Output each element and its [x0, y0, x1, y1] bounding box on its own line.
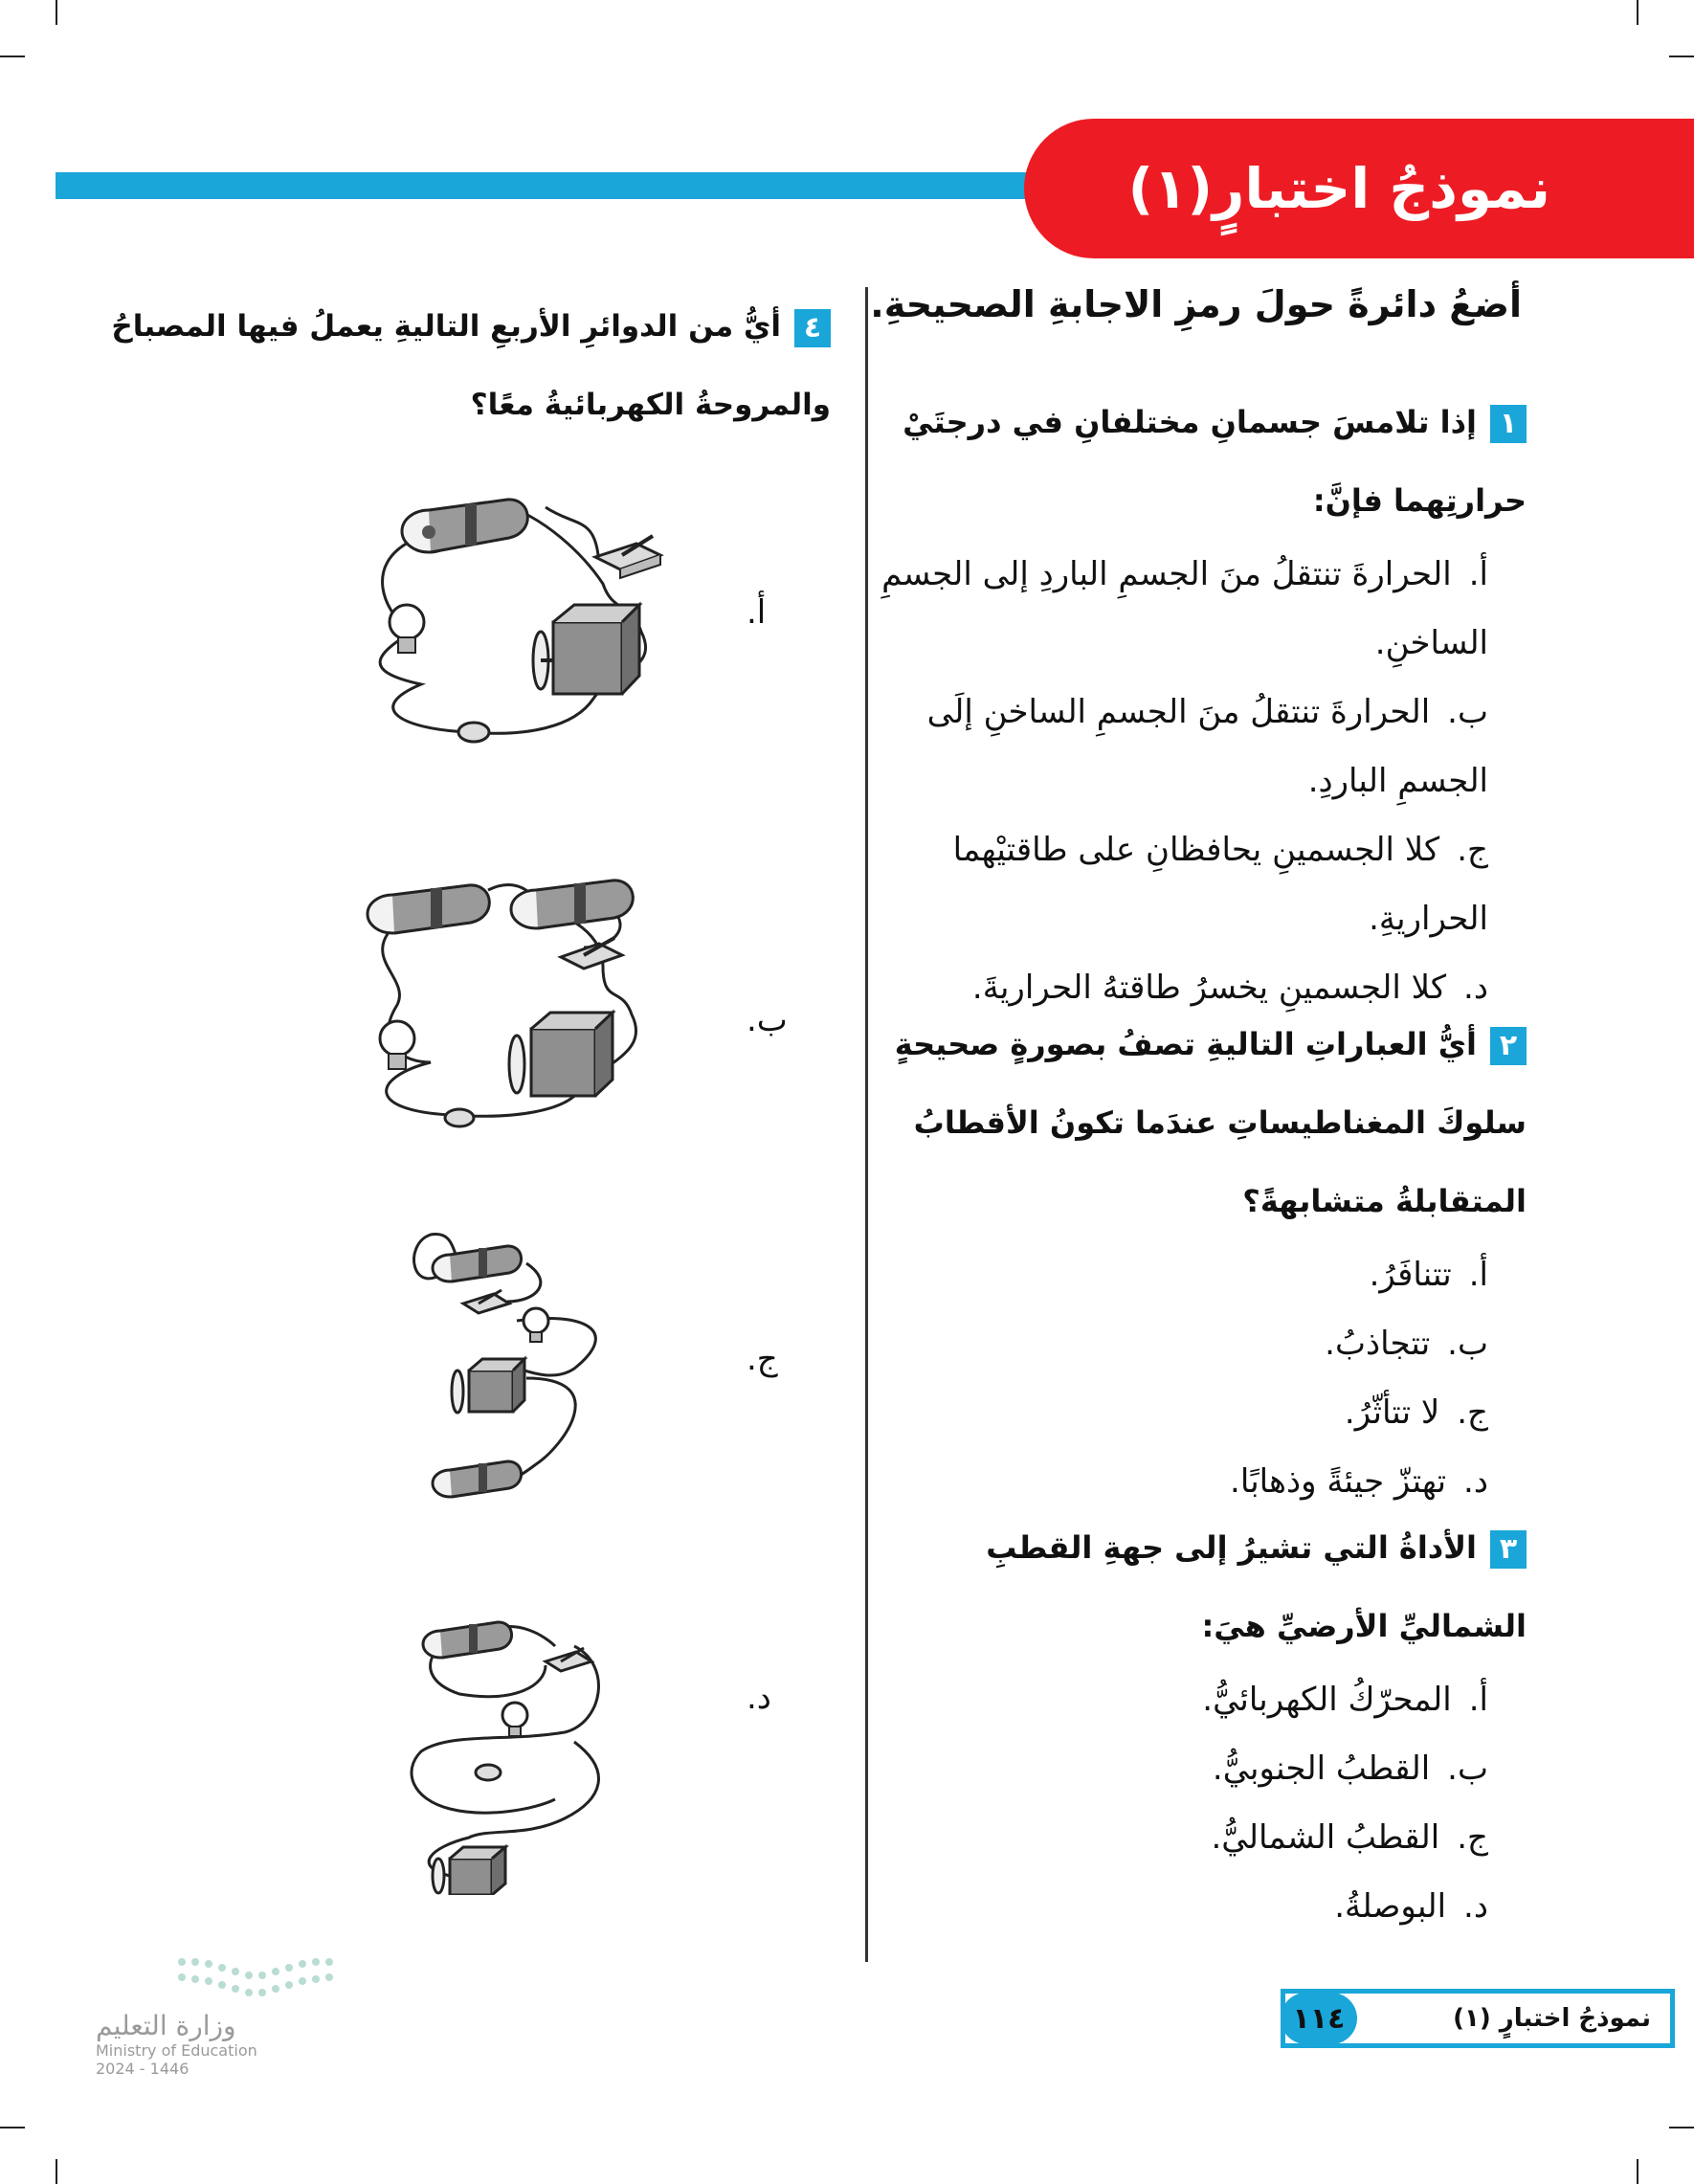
ministry-year: 2024 - 1446	[96, 2060, 189, 2078]
question-number: ٤	[794, 309, 831, 347]
crop-mark	[56, 0, 57, 25]
question-number: ٢	[1490, 1027, 1527, 1065]
fan-motor-icon	[433, 1847, 505, 1895]
page-title: نموذجُ اختبارٍ(١)	[1127, 156, 1550, 221]
light-bulb-icon	[380, 1021, 414, 1069]
answer-option[interactable]: ب.تتجاذبُ.	[1325, 1325, 1488, 1363]
fan-motor-icon	[509, 1013, 613, 1096]
bulb-holder-icon	[445, 1109, 474, 1126]
light-bulb-icon	[502, 1703, 527, 1736]
crop-mark	[0, 56, 25, 57]
crop-mark	[56, 2159, 57, 2184]
circuit-diagram-c	[402, 1225, 632, 1512]
fan-motor-icon	[533, 605, 639, 694]
crop-mark	[1637, 0, 1638, 25]
question-3	[857, 1508, 1527, 1941]
answer-option[interactable]: د.كلا الجسمينِ يخسرُ طاقتهُ الحراريةَ.	[971, 969, 1488, 1007]
answer-option-letter[interactable]: ب.	[747, 1001, 788, 1039]
battery-icon	[368, 885, 489, 933]
question-number: ٣	[1490, 1530, 1527, 1569]
answer-option[interactable]: ب.الحرارةَ تنتقلُ منَ الجسمِ الساخنِ إلَى الجسمِ الباردِ.	[926, 693, 1488, 800]
fan-motor-icon	[452, 1359, 524, 1413]
question-stem: ٢أيُّ العباراتِ التاليةِ تصفُ بصورةٍ صحيحةٍ سلوكَ المغناطيساتِ عندَما تكونُ الأقطابُ المتقابلةُ متشابهةً؟	[894, 1026, 1527, 1219]
bulb-holder-icon	[458, 723, 489, 742]
circuit-diagram-b	[345, 852, 689, 1139]
question-1	[857, 383, 1527, 1022]
battery-icon	[402, 500, 527, 552]
switch-icon	[463, 1290, 509, 1313]
ministry-name-en: Ministry of Education	[96, 2041, 257, 2060]
crop-mark	[0, 2127, 25, 2128]
battery-icon	[433, 1461, 522, 1497]
crop-mark	[1637, 2159, 1638, 2184]
answer-option-letter[interactable]: ج.	[747, 1340, 778, 1378]
ministry-emblem-icon	[172, 1952, 345, 2010]
battery-icon	[511, 880, 633, 928]
question-4	[103, 287, 831, 444]
crop-mark	[1669, 56, 1694, 57]
page-number: ١١٤	[1281, 1993, 1357, 2044]
circuit-diagram-d	[392, 1608, 632, 1895]
switch-icon	[561, 938, 622, 969]
answer-option[interactable]: د.البوصلةُ.	[1334, 1887, 1488, 1926]
ministry-name-ar: وزارة التعليم	[96, 2010, 236, 2041]
answer-option[interactable]: أ.المحرّكُ الكهربائيُّ.	[1202, 1681, 1488, 1719]
instruction-text: أضعُ دائرةً حولَ رمزِ الاجابةِ الصحيحةِ.	[870, 283, 1522, 325]
battery-icon	[433, 1246, 522, 1281]
question-number: ١	[1490, 405, 1527, 443]
question-2	[857, 1005, 1527, 1516]
header-accent-bar	[56, 172, 1070, 199]
answer-option[interactable]: ج.لا تتأثّرُ.	[1344, 1393, 1488, 1432]
bulb-holder-icon	[476, 1765, 501, 1780]
light-bulb-icon	[524, 1308, 548, 1342]
light-bulb-icon	[390, 605, 424, 653]
answer-option-letter[interactable]: أ.	[747, 593, 767, 632]
question-stem: ٣الأداةُ التي تشيرُ إلى جهةِ القطبِ الشماليِّ الأرضيِّ هيَ:	[986, 1529, 1527, 1644]
crop-mark	[1669, 2127, 1694, 2128]
answer-option[interactable]: ج.القطبُ الشماليُّ.	[1211, 1818, 1488, 1857]
answer-option-letter[interactable]: د.	[747, 1679, 771, 1717]
battery-icon	[423, 1622, 512, 1658]
answer-option[interactable]: ج.كلا الجسمينِ يحافظانِ على طاقتيْهما الحراريةِ.	[952, 831, 1488, 938]
ministry-logo	[96, 1952, 364, 2078]
question-stem: ١إذا تلامسَ جسمانِ مختلفانِ في درجتَيْ حرارتِهما فإنَّ:	[903, 404, 1527, 519]
answer-option[interactable]: د.تهتزّ جيئةً وذهابًا.	[1230, 1462, 1488, 1501]
question-stem: ٤أيُّ من الدوائرِ الأربعِ التاليةِ يعملُ فيها المصباحُ والمروحةُ الكهربائيةُ معًا؟	[111, 309, 831, 422]
answer-option[interactable]: أ.تتنافَرُ.	[1369, 1256, 1488, 1294]
switch-icon	[595, 536, 660, 578]
page-title-banner	[1024, 119, 1694, 258]
answer-option[interactable]: ب.القطبُ الجنوبيُّ.	[1212, 1749, 1488, 1788]
footer-title: نموذجُ اختبارٍ (١)	[1453, 2004, 1651, 2033]
circuit-diagram-a	[345, 479, 689, 766]
answer-option[interactable]: أ.الحرارةَ تنتقلُ منَ الجسمِ الباردِ إلى الجسمِ الساخنِ.	[881, 555, 1488, 662]
